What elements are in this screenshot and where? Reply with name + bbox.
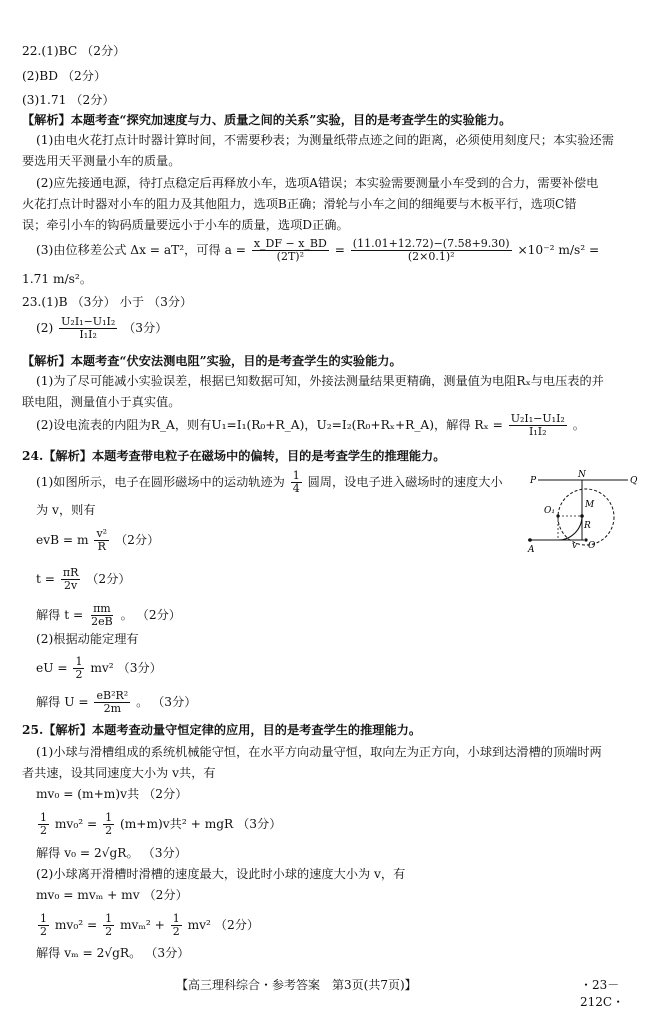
q25-e5-mid2: mvₘ² + (119, 918, 165, 932)
q24-e2-den: 2v (64, 579, 78, 592)
point-m (580, 514, 584, 518)
q24-e3-post: 。 （2分） (120, 608, 181, 622)
q23-a2-pre: (2) (36, 321, 54, 335)
q24-p1-den: 4 (292, 482, 300, 495)
q23-p1b: 联电阻，测量值小于真实值。 (22, 395, 181, 409)
q22-answer-3: (3)1.71 （2分） (22, 93, 115, 107)
q25-e5-den2: 2 (105, 925, 113, 938)
q24-eq5 (36, 690, 196, 715)
q24-e4-den: 2 (75, 668, 83, 681)
q24-e5-den: 2m (103, 702, 122, 715)
q22-p3-equation (36, 238, 599, 263)
q25-eq1: mv₀ = (m+m)v共 （2分） (36, 787, 188, 801)
q24-e1-den: R (97, 540, 106, 553)
q25-e5-post: mv² （2分） (187, 918, 260, 932)
q25-e5-num2: 1 (105, 912, 113, 925)
q25-e2-frac-2 (103, 812, 114, 837)
q22-fraction-2 (351, 238, 512, 263)
magnetic-field-diagram (524, 470, 642, 570)
q25-e2-num2: 1 (105, 811, 113, 824)
q25-e5-frac-3 (171, 913, 182, 938)
q22-p2a: (2)应先接通电源，待打点稳定后再释放小车，选项A错误；本实验需要测量小车受到的合力，需要补偿电 (36, 176, 599, 190)
q24-e3-num: πm (93, 602, 111, 615)
q24-e2-post: （2分） (86, 572, 131, 586)
q24-e1-num: v² (96, 527, 108, 540)
q25-title: 25.【解析】本题考查动量守恒定律的应用，目的是考查学生的推理能力。 (22, 723, 422, 737)
q24-e5-fraction (94, 690, 130, 715)
q23-p2-post: 。 (572, 418, 585, 432)
q25-p1a: (1)小球与滑槽组成的系统机械能守恒，在水平方向动量守恒，取向左为正方向，小球到达滑槽的顶端时两 (36, 745, 602, 759)
q22-fraction-1 (252, 238, 329, 263)
label-o: O (588, 541, 596, 551)
q23-p2-fraction (509, 413, 567, 438)
q24-e5-post: 。 （3分） (136, 695, 197, 709)
q25-eq2 (36, 812, 281, 837)
q24-e2-fraction (61, 567, 81, 592)
q25-eq6: 解得 vₘ = 2√gR。 （3分） (36, 946, 190, 960)
q24-e4-num: 1 (75, 655, 83, 668)
point-o1 (556, 514, 559, 517)
q22-p2c: 误；牵引小车的钩码质量要远小于小车的质量，选项D正确。 (22, 218, 349, 232)
q25-e5-frac-2 (103, 913, 114, 938)
q25-e5-den3: 2 (172, 925, 180, 938)
q25-e2-den: 2 (40, 824, 47, 837)
q24-e3-den: 2eB (91, 615, 113, 628)
q24-p2: (2)根据动能定理有 (36, 632, 139, 646)
q24-e2-num: πR (62, 566, 79, 579)
q23-a2-den: I₁I₂ (79, 328, 97, 341)
q24-eq1 (36, 528, 159, 553)
q24-e4-pre: eU = (36, 661, 68, 675)
q25-eq3: 解得 v₀ = 2√gR。 （3分） (36, 846, 187, 860)
q22-p3-post: ×10⁻² m/s² = (517, 243, 600, 257)
trajectory-arc (558, 516, 582, 540)
q24-e1-fraction (94, 528, 109, 553)
field-circle (558, 489, 614, 545)
q22-f2-den: (2×0.1)² (407, 250, 455, 263)
footer-right: ・23－212C・ (580, 978, 625, 1009)
q25-e2-frac-1 (38, 812, 49, 837)
q24-eq4 (36, 656, 162, 681)
label-q: Q (630, 476, 638, 486)
q22-p3-pre: (3)由位移差公式 Δx = aT²，可得 a = (36, 243, 246, 257)
q24-p1b: 为 v，则有 (36, 503, 96, 517)
q25-e2-mid: mv₀² = (54, 817, 98, 831)
q25-e2-num: 1 (40, 811, 47, 824)
q25-p1b: 者共速，设其同速度大小为 v共，有 (22, 766, 216, 780)
q24-e5-pre: 解得 U = (36, 695, 89, 709)
q23-p2 (36, 413, 585, 438)
q25-e5-num3: 1 (172, 912, 180, 925)
q22-f1-num: x_DF − x_BD (253, 237, 327, 250)
label-m: M (585, 500, 595, 510)
label-n: N (578, 470, 586, 480)
q22-analysis-title: 【解析】本题考查“探究加速度与力、质量之间的关系”实验，目的是考查学生的实验能力。 (22, 113, 512, 127)
q22-p2b: 火花打点计时器对小车的阻力及其他阻力，选项B正确；滑轮与小车之间的细绳要与木板平行，选项C错 (22, 197, 577, 211)
label-p: P (530, 476, 537, 486)
q24-p1-fraction (291, 470, 302, 495)
q24-e4-post: mv² （3分） (90, 661, 162, 675)
q24-e1-pre: evB = m (36, 533, 89, 547)
q24-eq2 (36, 567, 131, 592)
q22-p3-end: 1.71 m/s²。 (22, 272, 93, 286)
footer-center: 【高三理科综合・参考答案 第3页(共7页)】 (176, 978, 417, 992)
q23-answer-1: 23.(1)B （3分） 小于 （3分） (22, 295, 193, 309)
q25-p2: (2)小球离开滑槽时滑槽的速度最大，设此时小球的速度大小为 v，有 (36, 867, 406, 881)
q23-p2-num: U₂I₁−U₁I₂ (510, 412, 565, 425)
q24-e3-pre: 解得 t = (36, 608, 84, 622)
label-r: R (584, 521, 591, 531)
q24-e4-fraction (73, 656, 84, 681)
q23-a2-post: （3分） (123, 321, 168, 335)
q25-eq5 (36, 913, 259, 938)
q24-p1-pre: (1)如图所示，电子在圆形磁场中的运动轨迹为 (36, 475, 285, 489)
q23-answer-2 (36, 316, 167, 341)
q24-p1-num: 1 (292, 469, 300, 482)
q24-e1-post: （2分） (114, 533, 160, 547)
q25-e2-den2: 2 (105, 824, 113, 837)
q22-p3-eq: = (334, 243, 345, 257)
label-v: v (572, 541, 578, 551)
q22-p1b: 要选用天平测量小车的质量。 (22, 154, 181, 168)
q23-a2-fraction (59, 316, 117, 341)
q23-p1a: (1)为了尽可能减小实验误差，根据已知数据可知，外接法测量结果更精确，测量值为电阻Rₓ与电压表的并 (36, 374, 604, 388)
q25-e5-frac-1 (38, 913, 49, 938)
q22-answer-2: (2)BD （2分） (22, 69, 107, 83)
q22-answer-1: 22.(1)BC （2分） (22, 44, 126, 58)
q25-eq4: mv₀ = mvₘ + mv （2分） (36, 888, 188, 902)
q24-title: 24.【解析】本题考查带电粒子在磁场中的偏转，目的是考查学生的推理能力。 (22, 449, 446, 463)
label-o1: O₁ (544, 506, 555, 516)
q23-analysis-title: 【解析】本题考查“伏安法测电阻”实验，目的是考查学生的实验能力。 (22, 354, 402, 368)
q22-f1-den: (2T)² (276, 250, 304, 263)
q24-e5-num: eB²R² (96, 689, 129, 702)
q23-p2-pre: (2)设电流表的内阻为R_A，则有U₁=I₁(R₀+R_A)，U₂=I₂(R₀+Rₓ+R_A)，解得 Rₓ = (36, 418, 503, 432)
q23-a2-num: U₂I₁−U₁I₂ (61, 315, 116, 328)
q24-p1-post: 圆周，设电子进入磁场时的速度大小 (307, 475, 503, 489)
q25-e5-den: 2 (40, 925, 47, 938)
q24-p1 (36, 470, 503, 495)
label-a: A (528, 545, 535, 555)
point-a (528, 538, 532, 542)
q24-eq3 (36, 603, 181, 628)
q25-e5-num: 1 (40, 912, 47, 925)
q24-e3-fraction (89, 603, 115, 628)
q25-e2-post: (m+m)v共² + mgR （3分） (119, 817, 282, 831)
q25-e5-mid: mv₀² = (54, 918, 98, 932)
q23-p2-den: I₁I₂ (529, 425, 547, 438)
q22-p1a: (1)由电火花打点计时器计算时间，不需要秒表；为测量纸带点迹之间的距离，必须使用刻度尺；本实验还需 (36, 133, 614, 147)
q22-f2-num: (11.01+12.72)−(7.58+9.30) (352, 237, 510, 250)
q24-e2-pre: t = (36, 572, 55, 586)
